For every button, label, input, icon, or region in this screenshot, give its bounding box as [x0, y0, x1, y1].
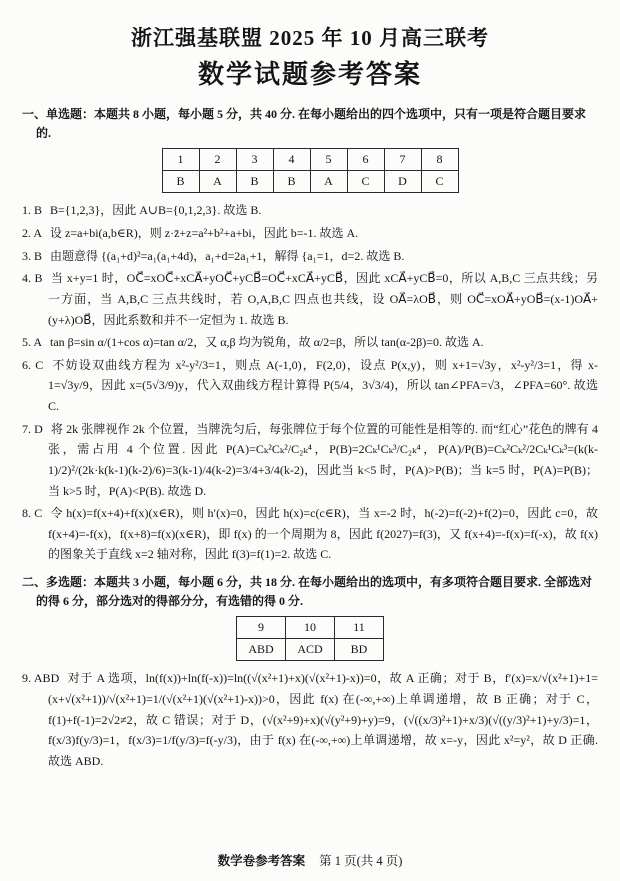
answer-cell: ACD: [286, 639, 335, 661]
item-label: 1. B: [22, 203, 43, 218]
footer-title: 数学卷参考答案: [217, 854, 306, 868]
solution-item-2: [22, 223, 598, 244]
question-number-cell: 8: [421, 149, 458, 171]
item-text: 由题意得 {(a₁+d)²=a₁(a₁+4d)，a₁+d=2a₁+1，解得 {a₁=1，d=2. 故选 B.: [50, 248, 405, 263]
solution-item-3: [22, 246, 598, 267]
solution-item-6: [22, 355, 598, 417]
answer-cell: A: [199, 171, 236, 193]
question-number-cell: 6: [347, 149, 384, 171]
item-label: 2. A: [22, 226, 43, 240]
item-text: 设 z=a+bi(a,b∈R)，则 z·z̄+z=a²+b²+a+bi，因此 b=-1. 故选 A.: [50, 226, 359, 240]
section2-heading: 二、多选题：本题共 3 小题，每小题 6 分，共 18 分. 在每小题给出的选项中，有多项符合题目要求. 全部选对的得 6 分，部分选对的得部分分，有选错的得 0 分.: [22, 575, 593, 609]
solution-item-1: [22, 200, 598, 221]
solution-item-7: [22, 419, 598, 502]
exam-title: 浙江强基联盟 2025 年 10 月高三联考: [131, 26, 489, 50]
question-number-cell: 5: [310, 149, 347, 171]
multi-choice-answer-table: [236, 616, 384, 661]
single-choice-answer-table: [162, 148, 459, 193]
question-number-cell: 10: [286, 617, 335, 639]
answer-cell: BD: [335, 639, 384, 661]
solution-item-8: [22, 503, 598, 565]
item-label: 7. D: [22, 421, 43, 436]
item-text: 令 h(x)=f(x+4)+f(x)(x∈R)，则 h′(x)=0，因此 h(x)=c(c∈R)，当 x=-2 时，h(-2)=f(-2)+f(2)=0，因此 c=0，故 f(x+4)=-f(x)，f(x+8)=f(x)(x∈R)，即 f(x) 的一个周期为 8，因此 f(2027)=f(3)，又 f(x+4)=-f(x)=f(-x)，故 f(x) 的图象关于直线 x=2 轴对称，因此 f(3)=f(1)=2. 故选 C.: [48, 506, 598, 562]
answer-cell: D: [384, 171, 421, 193]
item-text: B={1,2,3}，因此 A∪B={0,1,2,3}. 故选 B.: [50, 203, 262, 218]
question-number-cell: 2: [199, 149, 236, 171]
answer-cell: B: [236, 171, 273, 193]
answer-row: [237, 639, 384, 661]
item-text: 将 2k 张牌视作 2k 个位置，当牌洗匀后，每张牌位于每个位置的可能性是相等的. 而“红心”花色的牌有 4 张，需占用 4 个位置. 因此 P(A)=Cₖ²Cₖ²/C₂ₖ⁴，P(B)=2Cₖ¹Cₖ³/C₂ₖ⁴，P(A)/P(B)=Cₖ²Cₖ²/2Cₖ¹Cₖ³=(k(k-1)/2)²/(2k·k(k-1)(k-2)/6)=3(k-1)/4(k-2)=3/4+3/4(k-2)，因此当 k<5 时，P(A)>P(B)；当 k=5 时，P(A)=P(B)；当 k>5 时，P(A)<P(B). 故选 D.: [48, 421, 598, 498]
item-label: 9. ABD: [22, 671, 60, 686]
item-label: 8. C: [22, 506, 43, 521]
item-label: 5. A: [22, 335, 43, 350]
item-text: tan β=sin α/(1+cos α)=tan α/2，又 α,β 均为锐角，故 α/2=β，所以 tan(α-2β)=0. 故选 A.: [50, 335, 484, 350]
question-number-cell: 3: [236, 149, 273, 171]
item-text: 当 x+y=1 时，OC⃗=xOC⃗+xCA⃗+yOC⃗+yCB⃗=OC⃗+xCA⃗+yCB⃗，因此 xCA⃗+yCB⃗=0，所以 A,B,C 三点共线；另一方面，当 A,B,C 三点共线时，若 O,A,B,C 四点也共线，设 OA⃗=λOB⃗，则 OC⃗=xOA⃗+yOB⃗=(x-1)OA⃗+(y+λ)OB⃗，因此系数和并不一定恒为 1. 故选 B.: [48, 271, 598, 327]
question-number-cell: 9: [237, 617, 286, 639]
answer-cell: C: [421, 171, 458, 193]
solution-item-4: [22, 268, 598, 330]
question-number-cell: 11: [335, 617, 384, 639]
item-label: 3. B: [22, 248, 43, 263]
item-text: 不妨设双曲线方程为 x²-y²/3=1，则点 A(-1,0)，F(2,0)，设点 P(x,y)，则 x+1=√3y，x²-y²/3=1，得 x-1=√3y/9，因此 x=(5√3/9)y，代入双曲线方程计算得 P(5/4，3√3/4)，所以 tan∠PFA=√3，∠PFA=60°. 故选 C.: [48, 357, 598, 413]
item-text: 对于 A 选项，ln(f(x))+ln(f(-x))=ln((√(x²+1)+x)(√(x²+1)-x))=0，故 A 正确；对于 B，f′(x)=x/√(x²+1)+1=(x+√(x²+1))/√(x²+1)=1/(√(x²+1)(√(x²+1)-x))>0，因此 f(x) 在(-∞,+∞)上单调递增，故 B 正确；对于 C，f(1)+f(-1)=2√2≠2，故 C 错误；对于 D，(√(x²+9)+x)(√(y²+9)+y)=9，(√((x/3)²+1)+x/3)(√((y/3)²+1)+y/3)=1，f(x/3)f(y/3)=1，f(x/3)=1/f(y/3)=f(-y/3)，由于 f(x) 在(-∞,+∞)上单调递增，故 x=-y，因此 x²=y²，故 D 正确. 故选 ABD.: [48, 671, 598, 768]
answer-row: [162, 171, 458, 193]
page-footer: [0, 851, 620, 869]
answer-cell: A: [310, 171, 347, 193]
question-number-row: [237, 617, 384, 639]
answer-cell: ABD: [237, 639, 286, 661]
question-number-row: [162, 149, 458, 171]
item-label: 6. C: [22, 357, 44, 372]
answer-cell: B: [273, 171, 310, 193]
question-number-cell: 4: [273, 149, 310, 171]
answer-cell: B: [162, 171, 199, 193]
answer-cell: C: [347, 171, 384, 193]
solution-item-9: [22, 668, 598, 771]
section1-heading: 一、单选题：本题共 8 小题，每小题 5 分，共 40 分. 在每小题给出的四个选项中，只有一项是符合题目要求的.: [22, 107, 587, 141]
question-number-cell: 1: [162, 149, 199, 171]
question-number-cell: 7: [384, 149, 421, 171]
solution-item-5: [22, 332, 598, 353]
item-label: 4. B: [22, 271, 43, 286]
page-number: 第 1 页(共 4 页): [319, 854, 403, 868]
document-title: 数学试题参考答案: [197, 60, 422, 89]
